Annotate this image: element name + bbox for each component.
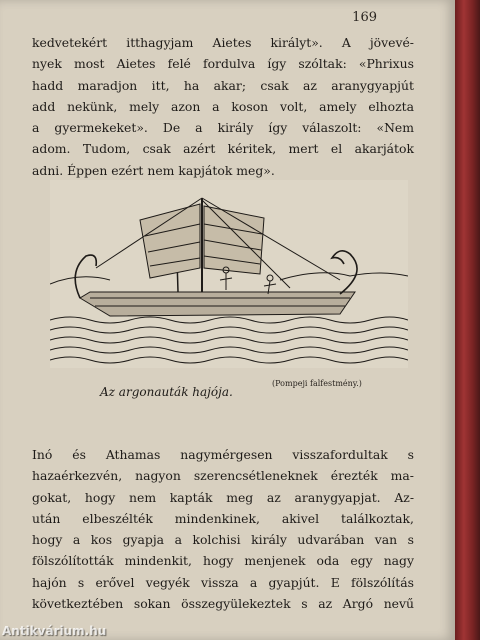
- figure-credit: (Pompeji falfestmény.): [272, 379, 362, 388]
- text-line: hogy a kos gyapja a kolchisi király udvarában van s: [32, 532, 414, 548]
- text-line: gokat, hogy nem kapták meg az aranygyapjat. Az-: [32, 489, 414, 505]
- text-line: kedvetekért itthagyjam Aietes királyt». A jövevé-: [32, 35, 414, 50]
- text-line: után elbeszélték mindenkinek, akivel találkoztak,: [32, 510, 414, 526]
- text-line: add nekünk, mely azon a koson volt, amely elhozta: [32, 98, 414, 114]
- figure-caption: Az argonauták hajója.: [100, 385, 233, 399]
- ship-illustration: [50, 180, 408, 368]
- text-line: hajón s erővel vegyék vissza a gyapjút. E fölszólítás: [32, 574, 414, 590]
- argonaut-ship-drawing: [50, 180, 408, 368]
- text-line: Inó és Athamas nagymérgesen visszafordultak s: [32, 447, 414, 462]
- page-number: 169: [352, 10, 377, 25]
- watermark: Antikvárium.hu: [2, 624, 107, 638]
- book-spine-edge: [455, 0, 480, 640]
- text-line: adom. Tudom, csak azért kéritek, mert el akarjátok: [32, 141, 414, 157]
- text-line: fölszólították mindenkit, hogy menjenek oda egy nagy: [32, 553, 414, 569]
- text-line: a gyermekeket». De a király így válaszolt: «Nem: [32, 120, 414, 136]
- text-line: következtében sokan összegyülekeztek s az Argó nevű: [32, 596, 414, 612]
- text-line: hazaérkezvén, nagyon szerencsétleneknek érezték ma-: [32, 468, 414, 484]
- bottom-paragraph: [32, 444, 414, 614]
- text-line: nyek most Aietes felé fordulva így szóltak: «Phrixus: [32, 56, 414, 72]
- top-paragraph: [32, 32, 414, 181]
- text-line: adni. Éppen ezért nem kapjátok meg».: [32, 162, 275, 178]
- text-line: hadd maradjon itt, ha akar; csak az aranygyapjút: [32, 77, 414, 93]
